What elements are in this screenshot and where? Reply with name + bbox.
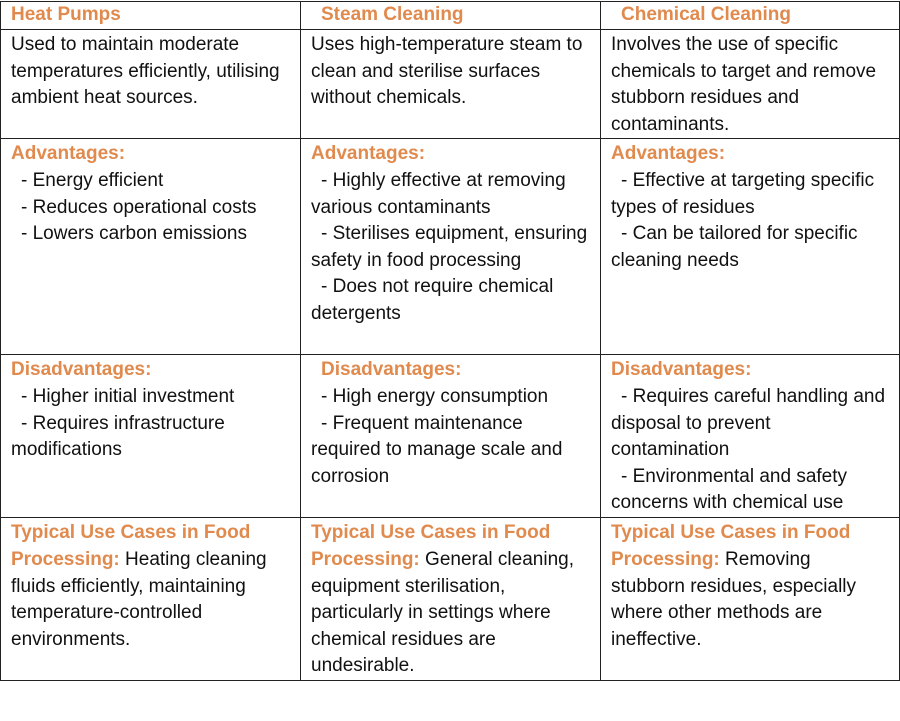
use-cases-label: Typical Use Cases in Food Processing: (311, 522, 551, 570)
use-cases-label: Typical Use Cases in Food Processing: (611, 522, 851, 570)
use-cases-row (1, 518, 900, 681)
advantage-item (311, 274, 590, 327)
advantage-item (311, 168, 590, 221)
disadvantage-item-text: - Frequent maintenance required to manage scale and corrosion (311, 412, 563, 487)
header-heat-pumps: Heat Pumps (1, 2, 301, 30)
description-text: Uses high-temperature steam to clean and sterilise surfaces without chemicals. (311, 34, 583, 109)
use-cases-text: General cleaning, equipment sterilisation, particularly in settings where chemical residues are undesirable. (311, 548, 574, 677)
disadvantages-row (1, 355, 900, 518)
disadvantages-cell-heat-pumps (1, 355, 301, 518)
use-cases-cell-heat-pumps (1, 518, 301, 681)
disadvantage-item (11, 411, 290, 464)
header-steam-cleaning: Steam Cleaning (301, 2, 601, 30)
advantages-cell-steam-cleaning (301, 139, 601, 355)
header-row (1, 2, 900, 30)
disadvantage-item-text: - Requires infrastructure modifications (11, 412, 225, 461)
disadvantages-label: Disadvantages: (11, 359, 152, 381)
advantage-item-text: - Effective at targeting specific types of residues (611, 169, 875, 218)
description-text: Used to maintain moderate temperatures efficiently, utilising ambient heat sources. (11, 34, 280, 109)
advantage-item: - Lowers carbon emissions (21, 223, 247, 245)
advantages-label: Advantages: (311, 143, 426, 165)
use-cases-text: Removing stubborn residues, especially where other methods are ineffective. (611, 548, 857, 650)
description-row (1, 30, 900, 139)
disadvantage-item (611, 384, 889, 464)
description-cell-steam-cleaning (301, 30, 601, 139)
advantages-cell-chemical-cleaning (601, 139, 900, 355)
advantage-item-text: - Sterilises equipment, ensuring safety in food processing (311, 223, 588, 271)
advantage-item: - Reduces operational costs (21, 196, 257, 218)
description-cell-heat-pumps (1, 30, 301, 139)
disadvantage-item (311, 411, 590, 491)
description-cell-chemical-cleaning (601, 30, 900, 139)
advantage-item-text: - Does not require chemical detergents (311, 276, 554, 324)
disadvantage-item (611, 464, 889, 517)
advantage-item-text: - Can be tailored for specific cleaning needs (611, 223, 858, 271)
disadvantages-label: Disadvantages: (611, 359, 752, 381)
use-cases-cell-steam-cleaning (301, 518, 601, 681)
advantages-row (1, 139, 900, 355)
advantages-label: Advantages: (611, 143, 726, 165)
description-text: Involves the use of specific chemicals to target and remove stubborn residues and contaminants. (611, 34, 877, 135)
disadvantage-item (11, 384, 290, 411)
use-cases-text: Heating cleaning fluids efficiently, maintaining temperature-controlled environments. (11, 548, 267, 650)
header-chemical-cleaning: Chemical Cleaning (601, 2, 900, 30)
disadvantage-item-text: - Environmental and safety concerns with chemical use (611, 465, 848, 514)
disadvantages-cell-steam-cleaning (301, 355, 601, 518)
advantages-cell-heat-pumps (1, 139, 301, 355)
disadvantage-item-text: - High energy consumption (321, 385, 549, 407)
advantage-item-text: - Highly effective at removing various contaminants (311, 169, 566, 218)
disadvantage-item (311, 384, 590, 411)
advantage-item (611, 168, 889, 221)
disadvantages-label: Disadvantages: (321, 359, 462, 381)
disadvantage-item-text: - Higher initial investment (21, 385, 235, 407)
use-cases-cell-chemical-cleaning (601, 518, 900, 681)
advantages-label: Advantages: (11, 143, 126, 165)
advantage-item (311, 221, 590, 274)
advantage-item: - Energy efficient (21, 169, 164, 191)
use-cases-label: Typical Use Cases in Food Processing: (11, 522, 251, 570)
disadvantage-item-text: - Requires careful handling and disposal to prevent contamination (611, 385, 886, 461)
disadvantages-cell-chemical-cleaning (601, 355, 900, 518)
advantage-item (611, 221, 889, 274)
comparison-table (0, 1, 900, 681)
